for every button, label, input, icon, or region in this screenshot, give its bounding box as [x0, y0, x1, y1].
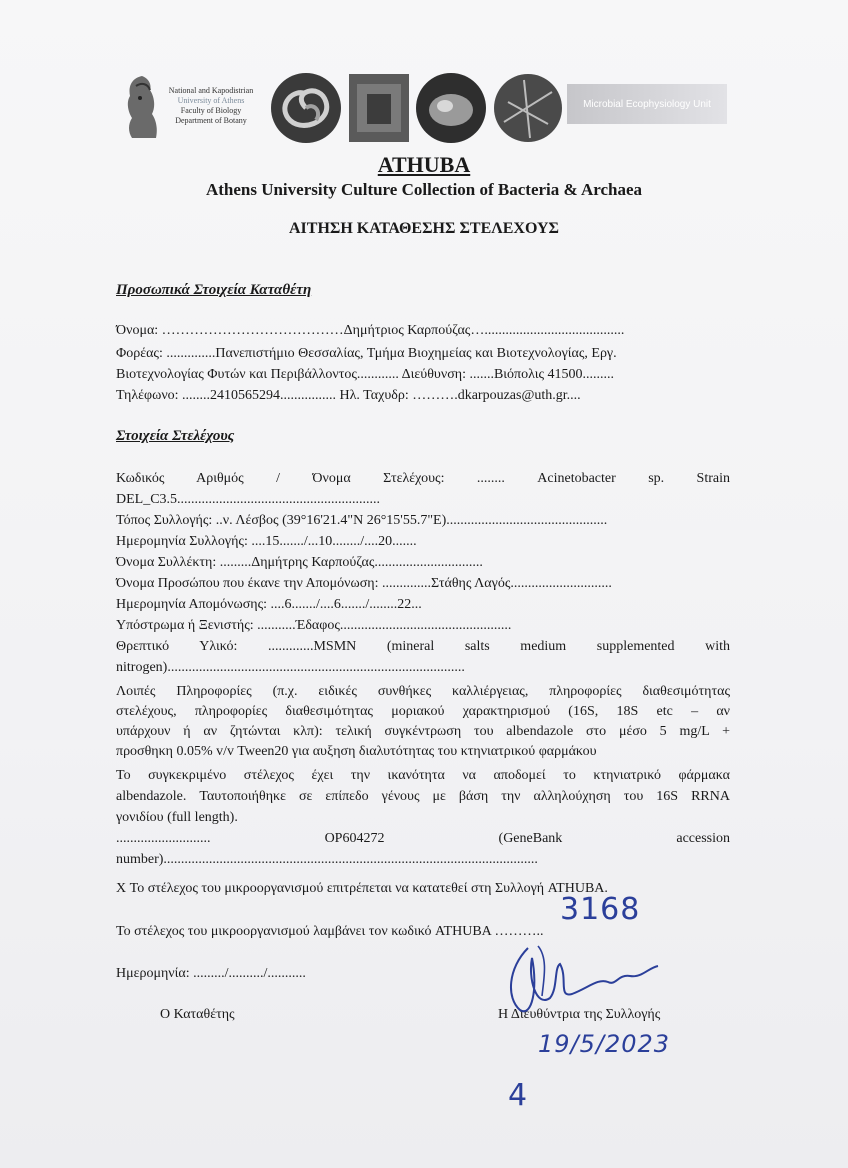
- depositor-label: Ο Καταθέτης: [160, 1007, 235, 1022]
- strain-name-line: Κωδικός Αριθμός / Όνομα Στελέχους: ........ Acinetobacter sp. Strain: [116, 471, 730, 486]
- other-info-line: Το συγκεκριμένο στέλεχος έχει την ικανότητα να αποδομεί το κτηνιατρικό φάρμακα: [116, 768, 730, 783]
- strain-name-line: DEL_C3.5..........................................................: [116, 492, 381, 507]
- accession-line: ........................... OP604272 (GeneBank accession: [116, 831, 730, 846]
- university-text: [163, 86, 259, 126]
- permit-line: X Το στέλεχος του μικροοργανισμού επιτρέπεται να κατατεθεί στη Συλλογή ATHUBA.: [116, 881, 608, 896]
- handwritten-athuba-code: 3168: [560, 892, 641, 927]
- code-assign-line: Το στέλεχος του μικροοργανισμού λαμβάνει τον κωδικό ATHUBA ………..: [116, 924, 544, 939]
- other-info-line: Λοιπές Πληροφορίες (π.χ. ειδικές συνθήκες καλλιέργειας, πληροφορίες διαθεσιμότητας: [116, 684, 730, 699]
- university-line: University of Athens: [177, 96, 245, 105]
- date-line: Ημερομηνία: ........./........../...........: [116, 966, 306, 981]
- collection-location-line: Τόπος Συλλογής: ..ν. Λέσβος (39°16'21.4"N 26°15'55.7"E)..............................................: [116, 513, 608, 528]
- university-line: National and Kapodistrian: [168, 86, 254, 95]
- cell-logo-icon: [415, 72, 487, 144]
- other-info-line: albendazole. Ταυτοποιήθηκε σε επίπεδο γένους με βάση την αλληλούχηση του 16S RRNA: [116, 789, 730, 804]
- medium-line: nitrogen).....................................................................................: [116, 660, 465, 675]
- strain-section-title: Στοιχεία Στελέχους: [116, 428, 235, 444]
- bacteria-photo-icon: [494, 72, 562, 144]
- accession-line: number)...........................................................................................................: [116, 852, 538, 867]
- substrate-line: Υπόστρωμα ή Ξενιστής: ...........Έδαφος.................................................: [116, 618, 512, 633]
- unit-banner: Microbial Ecophysiology Unit: [567, 84, 727, 124]
- spiral-logo-icon: [270, 72, 342, 144]
- organization-line: Φορέας: ..............Πανεπιστήμιο Θεσσαλίας, Τμήμα Βιοχημείας και Βιοτεχνολογίας, Εργ.: [116, 346, 617, 361]
- director-signature-icon: [498, 938, 668, 1022]
- other-info-line: γονιδίου (full length).: [116, 810, 238, 825]
- collector-name-line: Όνομα Συλλέκτη: .........Δημήτρης Καρπούζας...............................: [116, 555, 483, 570]
- isolation-date-line: Ημερομηνία Απομόνωσης: ....6......./....6......./........22...: [116, 597, 422, 612]
- medium-line: Θρεπτικό Υλικό: .............MSMN (mineral salts medium supplemented with: [116, 639, 730, 654]
- collection-acronym: ATHUBA: [377, 152, 471, 177]
- contact-line: Τηλέφωνο: ........2410565294................ Ηλ. Ταχυδρ: ……….dkarpouzas@uth.gr....: [116, 388, 581, 403]
- athena-logo-icon: [122, 72, 162, 140]
- other-info-line: προσθηκη 0.05% v/v Tween20 για αυξηση διαλυτότητας του κτηνιατρικού φαρμάκου: [116, 744, 597, 759]
- collection-date-line: Ημερομηνία Συλλογής: ....15......./...10......../....20.......: [116, 534, 417, 549]
- microscope-photo-icon: [349, 74, 409, 142]
- other-info-line: υπάρχουν ή αν ζητώνται κλπ): τελική συγκέντρωση του albendazole στο μέσο 5 mg/L +: [116, 724, 730, 739]
- form-title: ΑΙΤΗΣΗ ΚΑΤΑΘΕΣΗΣ ΣΤΕΛΕΧΟΥΣ: [288, 220, 560, 237]
- other-info-line: στελέχους, πληροφορίες διαθεσιμότητας μοριακού χαρακτηρισμού (16S, 18S etc – αν: [116, 704, 730, 719]
- handwritten-sign-date: 19/5/2023: [538, 1030, 671, 1058]
- depositor-name-line: Όνομα: …………………………………Δημήτριος Καρπούζας…........................................: [116, 323, 625, 338]
- handwritten-mark: 4: [508, 1078, 528, 1113]
- organization-address-line: Βιοτεχνολογίας Φυτών και Περιβάλλοντος............ Διεύθυνση: .......Βιόπολις 41500.........: [116, 367, 615, 382]
- university-line: Faculty of Biology: [180, 106, 242, 115]
- collection-full-name: Athens University Culture Collection of Bacteria & Archaea: [205, 180, 643, 199]
- director-label: Η Διευθύντρια της Συλλογής: [498, 1007, 661, 1022]
- university-line: Department of Botany: [175, 116, 247, 125]
- isolator-name-line: Όνομα Προσώπου που έκανε την Απομόνωση: ..............Στάθης Λαγός.............................: [116, 576, 612, 591]
- personal-section-title: Προσωπικά Στοιχεία Καταθέτη: [116, 282, 312, 298]
